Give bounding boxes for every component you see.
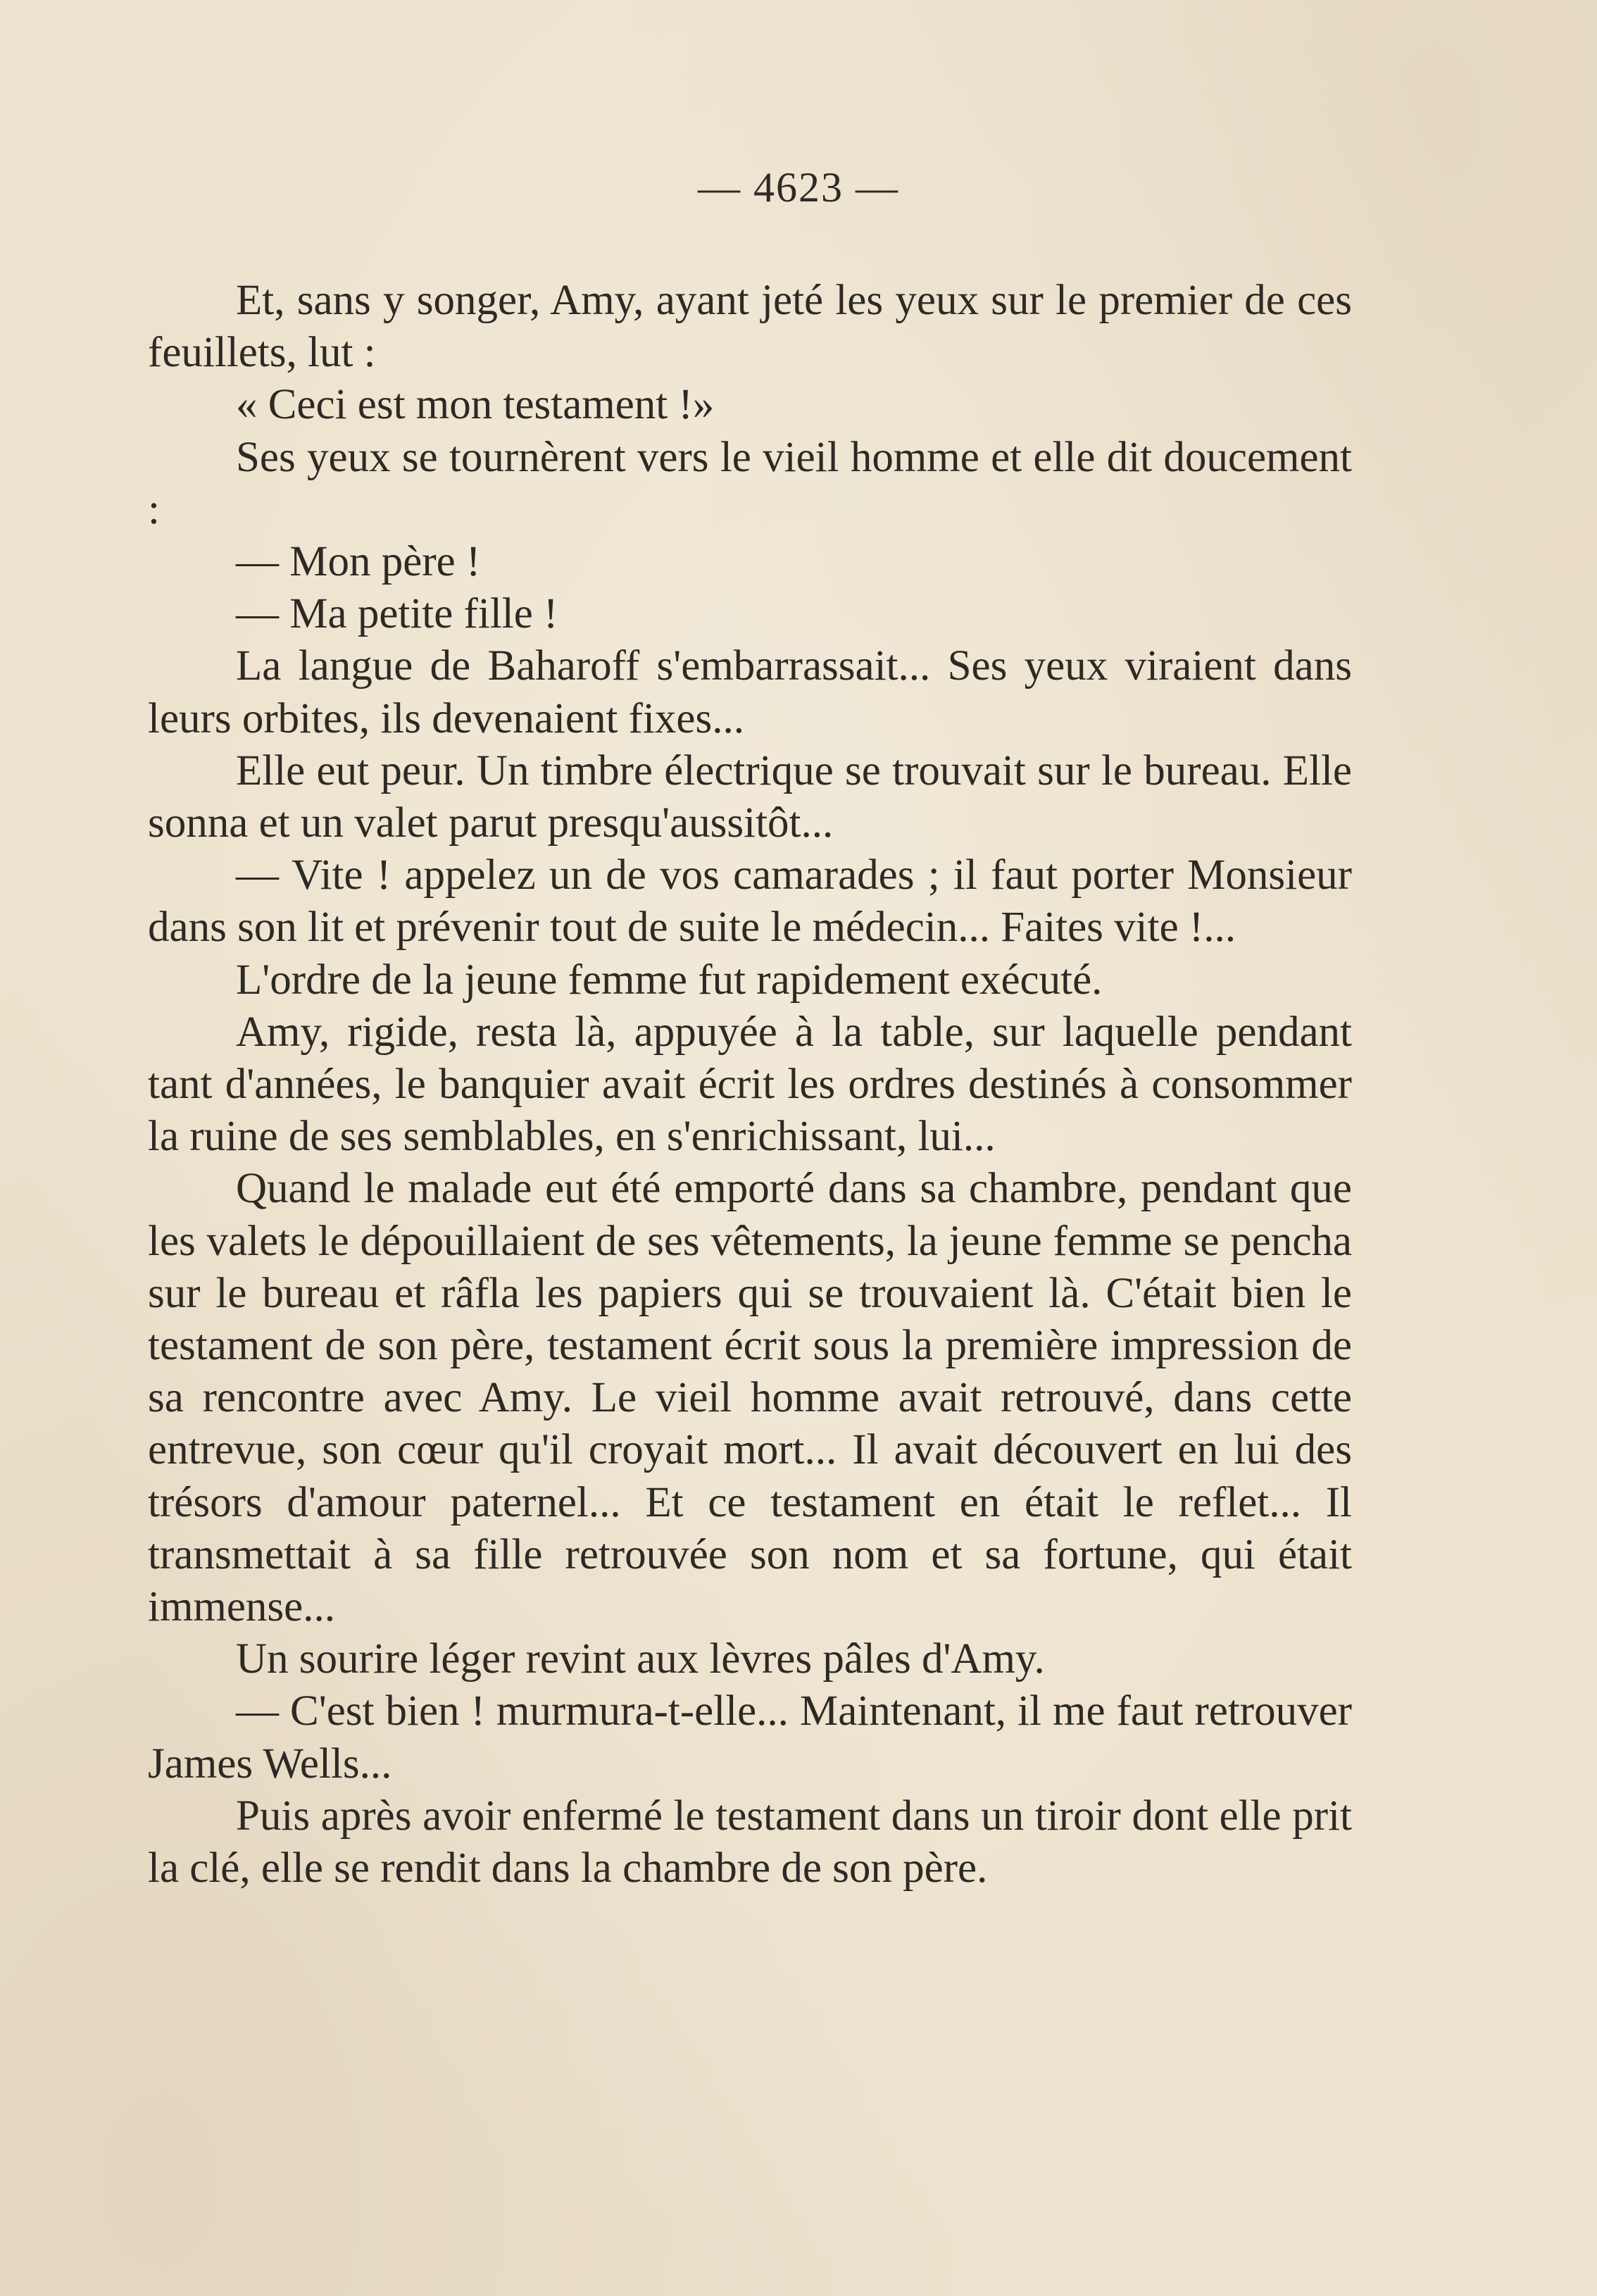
paragraph: Elle eut peur. Un timbre électrique se trouvait sur le bureau. Elle sonna et un valet parut presqu'aussitôt...	[148, 747, 1352, 847]
paragraph: — C'est bien ! murmura-t-elle... Maintenant, il me faut retrouver James Wells...	[148, 1687, 1352, 1787]
paragraph: Amy, rigide, resta là, appuyée à la table, sur laquelle pendant tant d'années, le banquier avait écrit les ordres destinés à consommer la ruine de ses semblables, en s'enrichissant, lui...	[148, 1008, 1352, 1161]
paragraph: — Vite ! appelez un de vos camarades ; il faut porter Monsieur dans son lit et prévenir tout de suite le médecin... Faites vite !...	[148, 851, 1352, 952]
paragraph: Et, sans y songer, Amy, ayant jeté les yeux sur le premier de ces feuillets, lut :	[148, 277, 1352, 377]
paragraph: Ses yeux se tournèrent vers le vieil homme et elle dit doucement :	[148, 433, 1352, 533]
paragraph: Quand le malade eut été emporté dans sa chambre, pendant que les valets le dépouillaient de ses vêtements, la jeune femme se pencha sur le bureau et râfla les papiers qui se trouvaient là. C'était bien le testament de son père, testament écrit sous la première impression de sa rencontre avec Amy. Le vieil homme avait retrouvé, dans cette entrevue, son cœur qu'il croyait mort... Il avait découvert en lui des trésors d'amour paternel... Et ce testament en était le reflet... Il transmettait à sa fille retrouvée son nom et sa fortune, qui était immense...	[148, 1165, 1352, 1631]
paragraph: Un sourire léger revint aux lèvres pâles d'Amy.	[236, 1635, 1045, 1683]
paragraph: La langue de Baharoff s'embarrassait... Ses yeux viraient dans leurs orbites, ils devenaient fixes...	[148, 642, 1352, 742]
paragraph: L'ordre de la jeune femme fut rapidement exécuté.	[236, 956, 1103, 1004]
paragraph: — Ma petite fille !	[236, 590, 558, 638]
page-number: — 4623 —	[698, 164, 899, 211]
paragraph: — Mon père !	[236, 538, 481, 586]
page-text	[148, 275, 1352, 1895]
paragraph: Puis après avoir enfermé le testament dans un tiroir dont elle prit la clé, elle se rendit dans la chambre de son père.	[148, 1792, 1352, 1892]
paragraph: « Ceci est mon testament !»	[236, 381, 715, 429]
